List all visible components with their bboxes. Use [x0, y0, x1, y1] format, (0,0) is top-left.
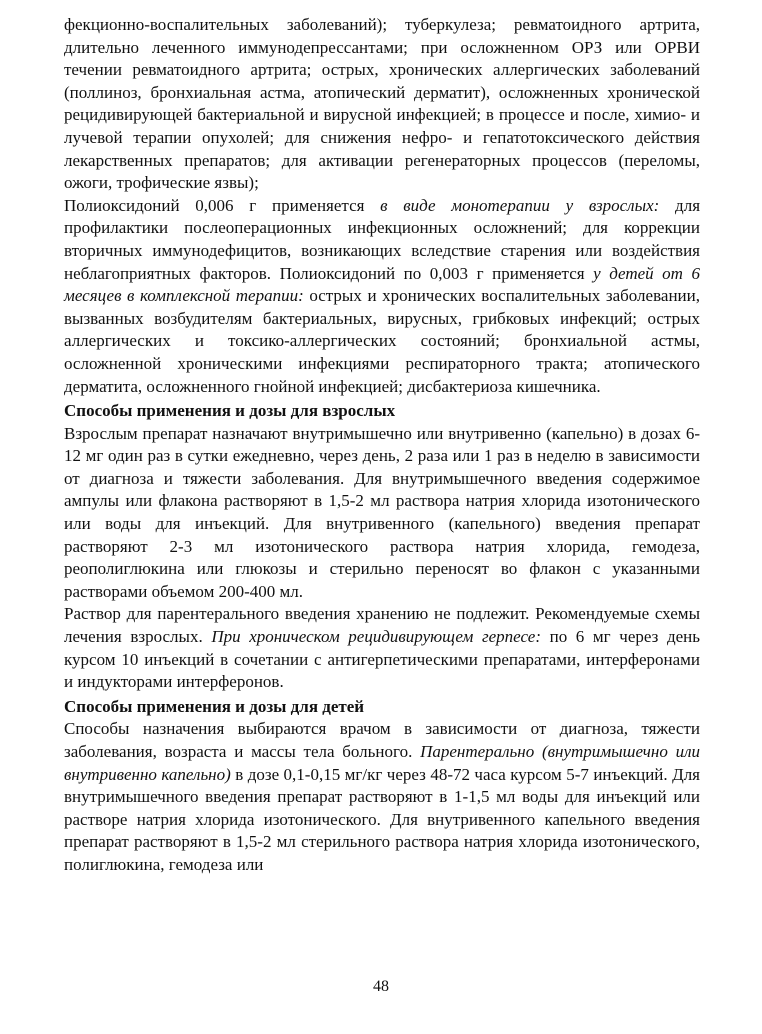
- paragraph-adults-dosage: Взрослым препарат назначают внутримышечно или внутривенно (капельно) в дозах 6-12 мг один раз в сутки ежедневно, через день, 2 раза или 1 раз в неделю в зависимости от диагноза и тяжести заболевания. Для внутримышечного введения содержимое ампулы или флакона растворяют в 1,5-2 мл раствора натрия хлорида изотонического или воды для инъекций. Для внутривенного (капельного) введения препарат растворяют 2-3 мл изотонического раствора натрия хлорида, гемодеза, реополиглюкина или глюкозы и стерильно переносят во флакон с указанными растворами объемом 200-400 мл.: [64, 423, 700, 601]
- paragraph-indications-continued: фекционно-воспалительных заболеваний); туберкулеза; ревматоидного артрита, длительно леченного иммунодепрессантами; при осложненном ОРЗ или ОРВИ течении ревматоидного артрита; острых, хронических аллергических заболеваний (поллиноз, бронхиальная астма, атопический дерматит), осложненных хронической рецидивирующей бактериальной и вирусной инфекцией; в процессе и после, химио- и лучевой терапии опухолей; для снижения нефро- и гепатотоксического действия лекарственных препаратов; для активации регенераторных процессов (переломы, ожоги, трофические язвы);: [64, 15, 700, 193]
- page-body: [64, 14, 700, 877]
- text-run: острых и хронических воспалительных заболевании, вызванных возбудителям бактериальных, вирусных, грибковых инфекций; острых аллергических и токсико-аллергических состояний; бронхиальной астмы, осложненной хроническими инфекциями респираторного тракта; атопического дерматита, осложненного гнойной инфекцией; дисбактериоза кишечника.: [64, 286, 700, 396]
- text-run: Раствор для парентерального введения хранению не подлежит. Рекомендуемые схемы лечения взрослых.: [64, 604, 700, 647]
- text-run: по 6 мг через день курсом 10 инъекций в сочетании с антигерпетическими препаратами, интерферонами и индукторами интерферонов.: [64, 627, 700, 692]
- italic-parenteral: Парентерально (внутримышечно или внутривенно капельно): [64, 742, 700, 784]
- text-run: Полиоксидоний 0,006 г применяется: [64, 195, 381, 215]
- paragraph-children-dosage: [64, 718, 700, 876]
- heading-children-dosage: Способы применения и дозы для детей: [64, 696, 365, 716]
- text-run: в дозе 0,1-0,15 мг/кг через 48-72 часа курсом 5-7 инъекций. Для внутримышечного введения препарат растворяют в 1-1,5 мл воды для инъекций или растворе натрия хлорида изотонического. Для внутривенного капельного введения препарат растворяют в 1,5-2 мл стерильного раствора натрия хлорида изотонического, полиглюкина, гемодеза или: [64, 764, 701, 874]
- paragraph-polyoxidonium-usage: [64, 195, 700, 398]
- italic-monotherapy-adults: в виде монотерапии у взрослых:: [380, 195, 660, 215]
- text-run: Способы назначения выбираются врачом в зависимости от диагноза, тяжести заболевания, возраста и массы тела больного.: [64, 719, 700, 761]
- heading-adults-dosage: Способы применения и дозы для взрослых: [64, 401, 396, 421]
- italic-children-complex-therapy: у детей от 6 месяцев в комплексной терапии:: [64, 263, 700, 306]
- text-run: для профилактики послеоперационных инфекционных осложнений; для коррекции вторичных иммунодефицитов, возникающих вследствие старения или воздействия неблагоприятных факторов. Полиоксидоний по 0,003 г применяется: [64, 195, 701, 283]
- italic-chronic-herpes: При хроническом рецидивирующем герпесе:: [211, 627, 541, 647]
- paragraph-solution-storage: [64, 603, 700, 693]
- page-number: 48: [373, 978, 389, 995]
